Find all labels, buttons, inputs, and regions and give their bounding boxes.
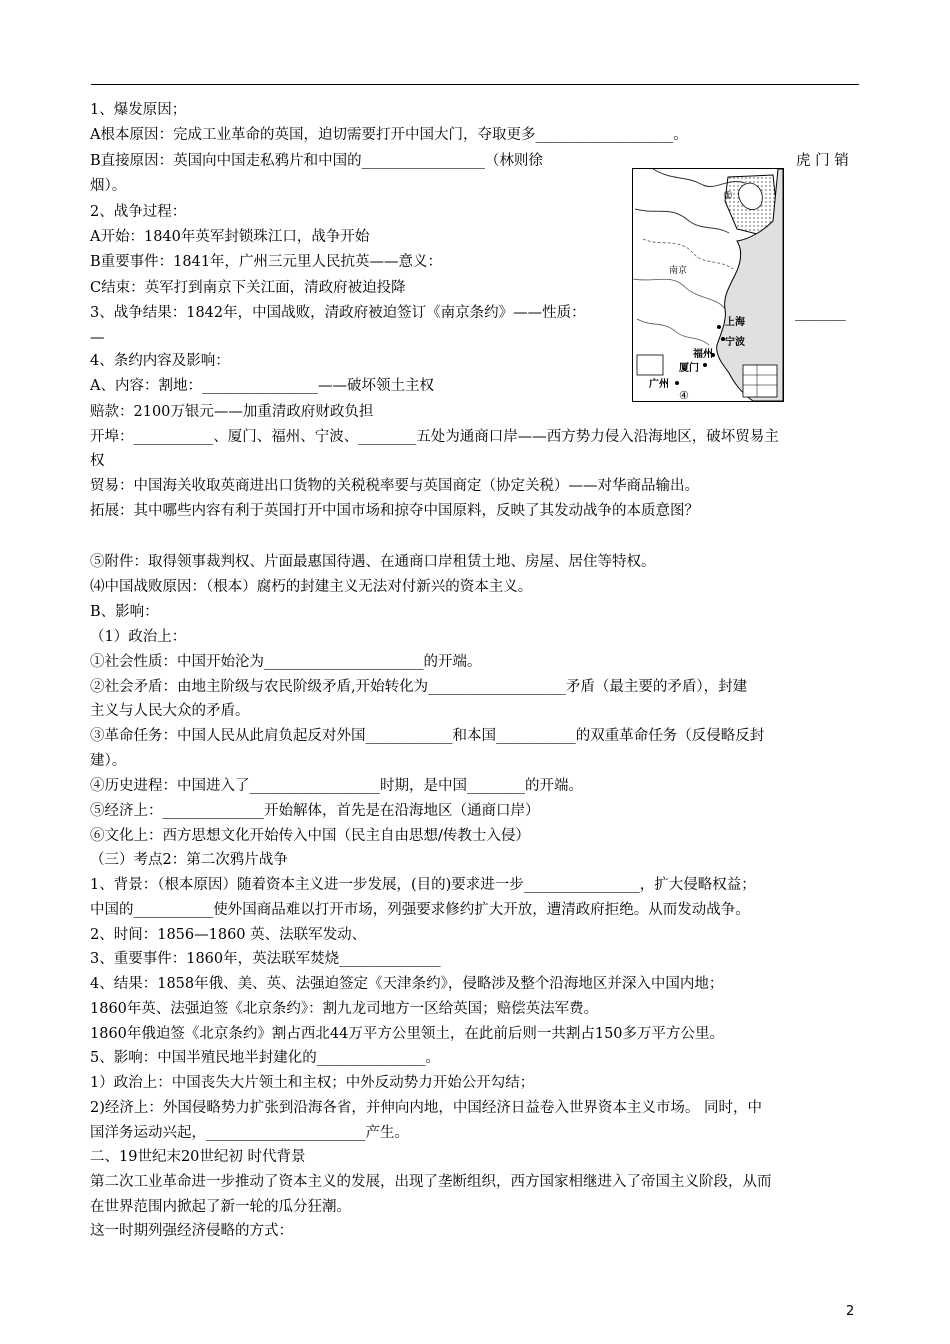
page-number: 2 (846, 1304, 855, 1319)
map-marker-1: ① (723, 189, 733, 202)
text-line-l09: 3、战争结果：1842年，中国战败，清政府被迫签订《南京条约》——性质： (90, 305, 586, 321)
text-line-l12: A、内容：割地：________________——破坏领土主权 (90, 378, 434, 394)
text-line-l45: 这一时期列强经济侵略的方式： (90, 1223, 293, 1239)
text-line-l01: 1、爆发原因； (90, 102, 187, 118)
text-line-l05: 2、战争过程： (90, 204, 187, 220)
text-line-l36: 1860年英、法强迫签《北京条约》：割九龙司地方一区给英国；赔偿英法军费。 (90, 1001, 599, 1017)
text-line-l35: 4、结果：1858年俄、美、英、法强迫签定《天津条约》，侵略涉及整个沿海地区并深入中国内地； (90, 976, 724, 992)
text-line-l42: 二、19世纪末20世纪初 时代背景 (90, 1149, 306, 1165)
text-line-l19: ⑷中国战败原因：（根本）腐朽的封建主义无法对付新兴的资本主义。 (90, 579, 533, 595)
text-line-l21: （1）政治上： (90, 629, 187, 645)
map-marker-4: ④ (679, 389, 689, 401)
text-line-l23: ②社会矛盾：由地主阶级与农民阶级矛盾,开始转化为___________________矛盾（最主要的矛盾），封建 (90, 679, 748, 695)
text-line-l02: A根本原因：完成工业革命的英国，迫切需要打开中国大门，夺取更多___________________。 (90, 127, 688, 143)
map-label-guangzhou: 广州 (649, 379, 669, 390)
text-line-l14: 开埠：___________、厦门、福州、宁波、________五处为通商口岸——西方势力侵入沿海地区，破坏贸易主 (90, 429, 779, 445)
nature-answer-blank: _______ (795, 305, 846, 321)
text-line-l37: 1860年俄迫签《北京条约》割占西北44万平方公里领土，在此前后则一共割占150多万平方公里。 (90, 1026, 725, 1042)
text-line-l03: B直接原因：英国向中国走私鸦片和中国的_________________（林则徐 (90, 153, 543, 169)
text-line-l29: ⑥文化上：西方思想文化开始传入中国（民主自由思想/传教士入侵） (90, 828, 530, 844)
text-line-l04: 烟）。 (90, 178, 127, 194)
text-line-l11: 4、条约内容及影响： (90, 353, 230, 369)
text-line-l24: 主义与人民大众的矛盾。 (90, 703, 250, 719)
treaty-ports-map (632, 168, 784, 402)
text-line-l15: 权 (90, 453, 105, 469)
text-line-l40: 2)经济上：外国侵略势力扩张到沿海各省，并伸向内地，中国经济日益卷入世界资本主义市场。 同时，中 (90, 1100, 762, 1116)
text-line-l13: 赔款：2100万银元——加重清政府财政负担 (90, 404, 374, 420)
text-line-l44: 在世界范围内掀起了新一轮的瓜分狂潮。 (90, 1199, 351, 1215)
text-line-l18: ⑤附件：取得领事裁判权、片面最惠国待遇、在通商口岸租赁土地、房屋、居住等特权。 (90, 554, 656, 570)
text-line-l30: （三）考点2：第二次鸦片战争 (90, 852, 288, 868)
map-label-shanghai: 上海 (725, 317, 745, 328)
text-line-l08: C结束：英军打到南京下关江面，清政府被迫投降 (90, 280, 406, 296)
text-line-l26: 建）。 (90, 753, 127, 769)
text-line-l17: 拓展：其中哪些内容有利于英国打开中国市场和掠夺中国原料，反映了其发动战争的本质意图？ (90, 503, 699, 519)
text-line-l27: ④历史进程：中国进入了__________________时期，是中国________的开端。 (90, 778, 583, 794)
text-line-l20: B、影响： (90, 604, 159, 620)
text-line-l33: 2、时间：1856—1860 英、法联军发动、 (90, 927, 367, 943)
text-line-l41: 国洋务运动兴起，______________________产生。 (90, 1125, 409, 1141)
map-drawing (633, 169, 783, 401)
header-rule (91, 84, 859, 85)
text-line-l34: 3、重要事件：1860年，英法联军焚烧______________ (90, 951, 441, 967)
text-line-l43: 第二次工业革命进一步推动了资本主义的发展，出现了垄断组织，西方国家相继进入了帝国主义阶段，从而 (90, 1174, 772, 1190)
text-line-l39: 1）政治上：中国丧失大片领土和主权；中外反动势力开始公开勾结； (90, 1075, 535, 1091)
map-label-nanjing: 南京 (669, 266, 688, 276)
text-line-l16: 贸易：中国海关收取英商进出口货物的关税税率要与英国商定（协定关税）——对华商品输出。 (90, 478, 699, 494)
text-line-l07: B重要事件：1841年，广州三元里人民抗英——意义： (90, 254, 443, 270)
text-line-l22: ①社会性质：中国开始沦为______________________的开端。 (90, 654, 482, 670)
text-line-l25: ③革命任务：中国人民从此肩负起反对外国____________和本国___________的双重革命任务（反侵略反封 (90, 728, 765, 744)
text-line-l10: — (90, 330, 105, 346)
map-label-ningbo: 宁波 (725, 337, 745, 348)
humen-fragment: 虎 门 销 (796, 153, 849, 169)
map-label-fuzhou: 福州 (693, 349, 713, 360)
text-line-l38: 5、影响：中国半殖民地半封建化的_______________。 (90, 1050, 440, 1066)
text-line-l06: A开始：1840年英军封锁珠江口，战争开始 (90, 229, 370, 245)
text-line-l28: ⑤经济上：______________开始解体，首先是在沿海地区（通商口岸） (90, 803, 540, 819)
map-label-xiamen: 厦门 (679, 363, 699, 374)
text-line-l32: 中国的___________使外国商品难以打开市场，列强要求修约扩大开放，遭清政府拒绝。从而发动战争。 (90, 902, 750, 918)
text-line-l31: 1、背景：（根本原因）随着资本主义进一步发展，(目的)要求进一步________________，扩大侵略权益； (90, 877, 756, 893)
